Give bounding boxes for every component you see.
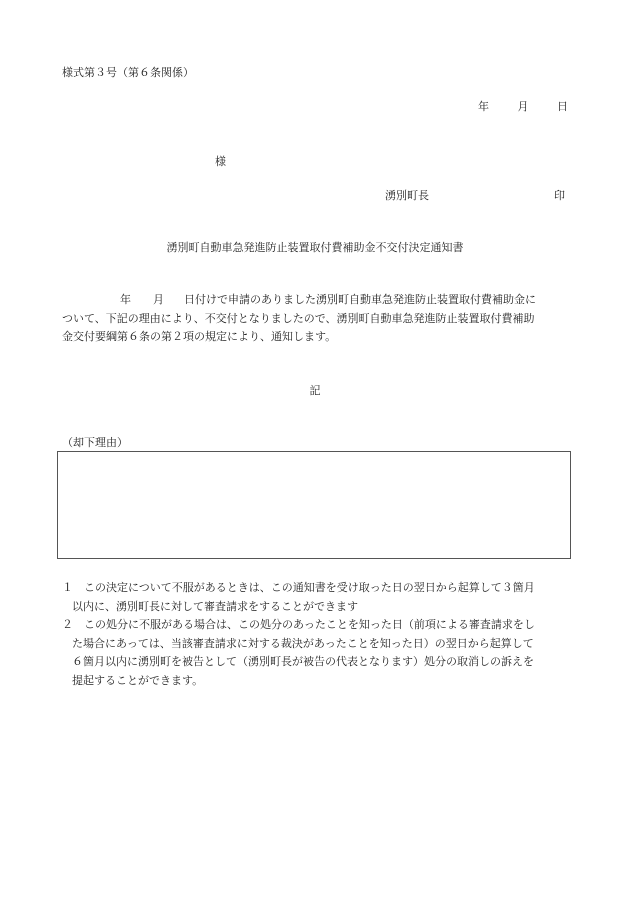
- seal-mark: 印: [554, 189, 565, 202]
- date-year: 年: [478, 100, 489, 113]
- addressee-suffix: 様: [215, 155, 226, 168]
- note-2-line-2: た場合にあっては、当該審査請求に対する裁決があったことを知った日）の翌日から起算して: [72, 636, 534, 650]
- reason-label: （却下理由）: [62, 436, 128, 449]
- note-1-line-1: １ この決定について不服があるときは、この通知書を受け取った日の翌日から起算して３箇月: [62, 581, 535, 594]
- body-year: 年: [120, 293, 131, 306]
- note-2-line-3: ６箇月以内に湧別町を被告として（湧別町長が被告の代表となります）処分の取消しの訴えを: [72, 655, 534, 668]
- body-month: 月: [153, 293, 164, 306]
- body-line-3: 金交付要綱第６条の第２項の規定により、通知します。: [62, 330, 337, 343]
- note-1-line-2: 以内に、湧別町長に対して審査請求をすることができます: [72, 599, 358, 613]
- reason-box: [57, 451, 571, 559]
- note-item: [62, 579, 572, 616]
- body-line-1-rest: 日付けで申請のありました湧別町自動車急発進防止装置取付費補助金に: [184, 293, 536, 306]
- note-2-line-4: 提起することができます。: [72, 673, 204, 687]
- ki-label: 記: [309, 384, 321, 397]
- form-number: 様式第３号（第６条関係）: [62, 66, 194, 79]
- note-2-line-1: ２ この処分に不服がある場合は、この処分のあったことを知った日（前項による審査請求をし: [62, 618, 535, 631]
- date-month: 月: [517, 100, 529, 113]
- issuer-line: [385, 187, 565, 203]
- body-line-2: ついて、下記の理由により、不交付となりましたので、湧別町自動車急発進防止装置取付費補助: [62, 311, 535, 325]
- issuer-title: 湧別町長: [385, 189, 429, 202]
- date-day: 日: [557, 100, 568, 113]
- body-text: [62, 291, 568, 347]
- body-line-1: [62, 291, 568, 310]
- notes: [62, 579, 572, 690]
- note-item: [62, 616, 572, 690]
- date-line: [478, 98, 568, 114]
- document-title: 湧別町自動車急発進防止装置取付費補助金不交付決定通知書: [166, 241, 464, 254]
